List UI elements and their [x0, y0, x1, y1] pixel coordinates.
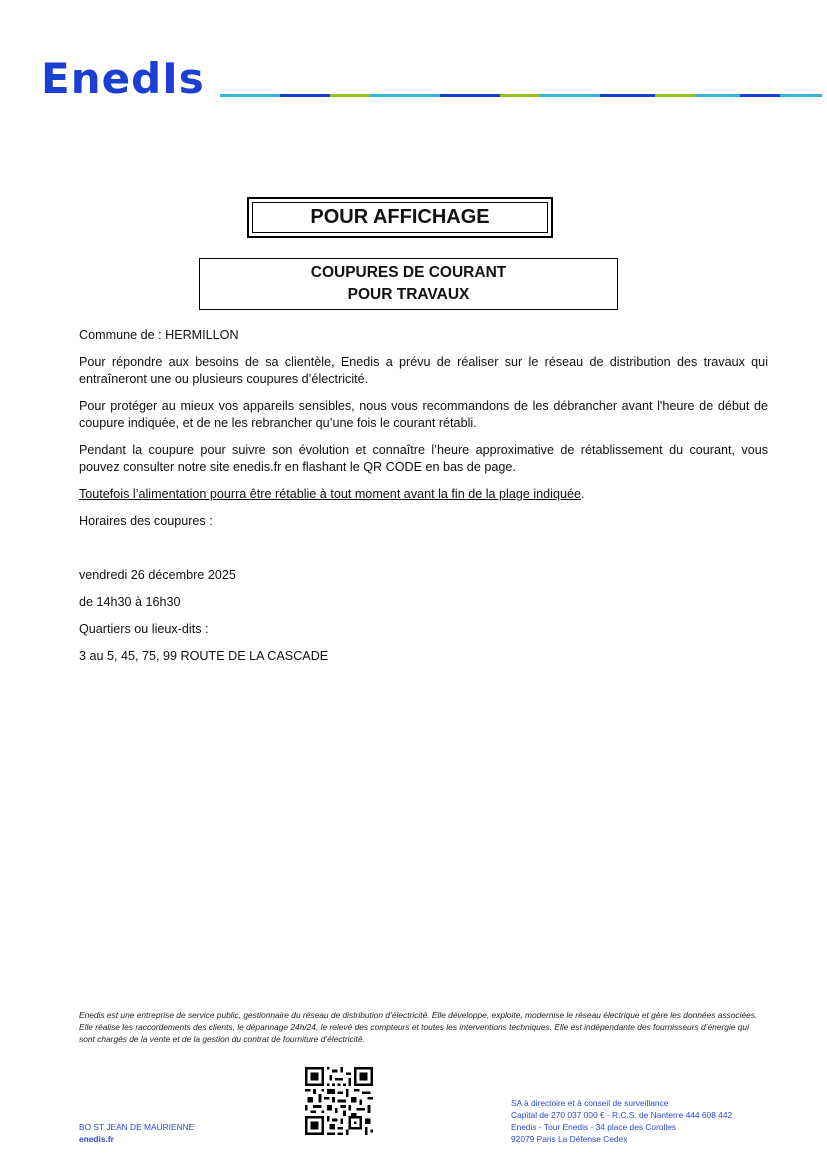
title-label: POUR AFFICHAGE: [252, 202, 548, 233]
company-capital: Capital de 270 037 000 € - R.C.S. de Nanterre 444 608 442: [511, 1110, 733, 1120]
agency-name: BO ST JEAN DE MAURIENNE: [79, 1122, 195, 1132]
outage-date: vendredi 26 décembre 2025: [79, 568, 236, 582]
footer-company-info: [511, 1097, 732, 1145]
paragraph-recommendation: Pour protéger au mieux vos appareils sensibles, nous vous recommandons de les débrancher avant l'heure de début de coupure indiquée, et de ne les rebrancher qu’une fois le courant rétabli.: [79, 399, 768, 430]
paragraph-intro: Pour répondre aux besoins de sa clientèle, Enedis a prévu de réaliser sur le réseau de distribution des travaux qui entraîneront une ou plusieurs coupures d’électricité.: [79, 355, 768, 386]
commune-line: Commune de : HERMILLON: [79, 328, 239, 342]
title-box: [247, 197, 553, 238]
legal-notice: Enedis est une entreprise de service public, gestionnaire du réseau de distribution d’électricité. Elle développe, exploite, modernise le réseau électrique et gère les données associées. Elle réalise les raccordements des clients, le dépannage 24h/24, le relevé des compteurs et toutes les interventions techniques. Elle est indépendante des fournisseurs d’énergie qui sont chargés de la vente et de la gestion du contrat de fourniture d’électricité.: [79, 1010, 758, 1044]
areas-list: 3 au 5, 45, 75, 99 ROUTE DE LA CASCADE: [79, 649, 329, 663]
header-rule: [220, 94, 822, 97]
paragraph-tracking: Pendant la coupure pour suivre son évolution et connaître l’heure approximative de rétablissement du courant, vous pouvez consulter notre site enedis.fr en flashant le QR CODE en bas de page.: [79, 443, 768, 474]
schedule-label: Horaires des coupures :: [79, 514, 213, 528]
enedis-logo: [41, 54, 205, 103]
company-address-2: 92079 Paris La Défense Cedex: [511, 1134, 628, 1144]
logo-text: EnedIs: [41, 54, 205, 103]
warning-text: Toutefois l’alimentation pourra être rétablie à tout moment avant la fin de la plage indiquée: [79, 487, 581, 501]
warning-line: [79, 486, 768, 503]
outage-time: de 14h30 à 16h30: [79, 595, 181, 609]
qr-code-icon: [305, 1067, 373, 1135]
warning-end: .: [580, 487, 585, 501]
subtitle-box: [199, 258, 618, 310]
website-link[interactable]: enedis.fr: [79, 1133, 114, 1144]
subtitle-line-2: POUR TRAVAUX: [347, 286, 470, 303]
company-type: SA à directoire et à conseil de surveillance: [511, 1098, 669, 1108]
areas-label: Quartiers ou lieux-dits :: [79, 622, 209, 636]
footer-left: [79, 1122, 194, 1145]
notice-body: [79, 327, 768, 675]
subtitle-line-1: COUPURES DE COURANT: [310, 264, 507, 281]
company-address-1: Enedis - Tour Enedis - 34 place des Corolles: [511, 1122, 677, 1132]
